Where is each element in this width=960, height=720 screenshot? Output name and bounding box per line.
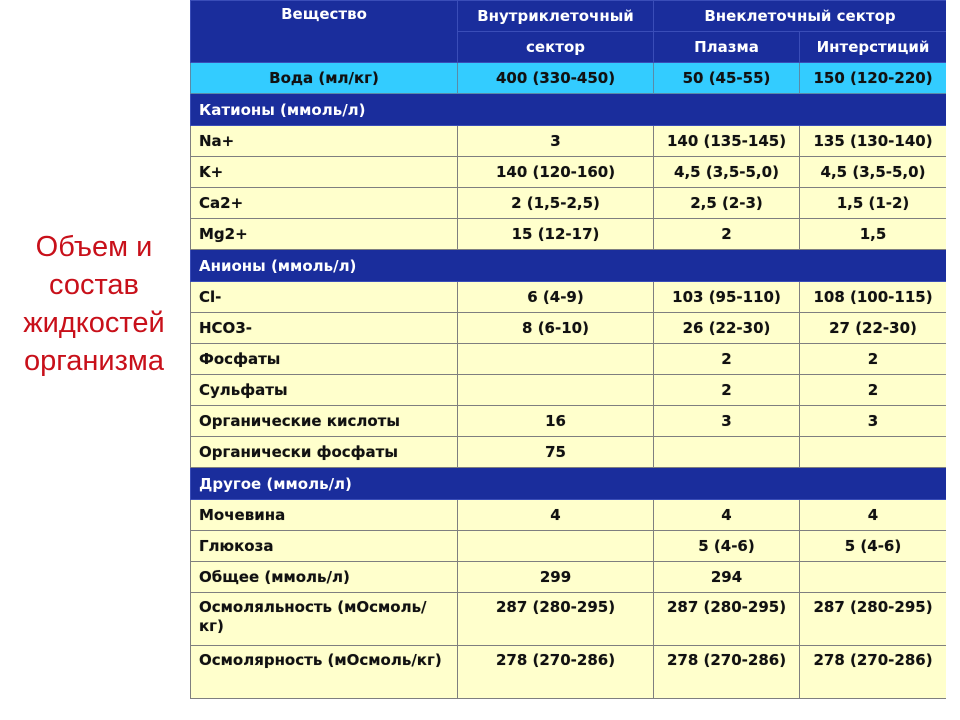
slide-caption [6, 228, 182, 380]
table-row [191, 531, 947, 562]
table-row [191, 313, 947, 344]
cell-intracellular: 75 [458, 437, 654, 468]
table-row [191, 344, 947, 375]
cell-substance: Глюкоза [191, 531, 458, 562]
cell-plasma: 278 (270-286) [654, 646, 800, 699]
water-label: Вода (мл/кг) [191, 63, 458, 94]
cell-plasma: 294 [654, 562, 800, 593]
cell-plasma: 2 [654, 344, 800, 375]
cell-plasma [654, 437, 800, 468]
cell-plasma: 287 (280-295) [654, 593, 800, 646]
cell-intracellular: 6 (4-9) [458, 282, 654, 313]
table-row [191, 562, 947, 593]
cell-substance: Сульфаты [191, 375, 458, 406]
table-row [191, 406, 947, 437]
section-title: Другое (ммоль/л) [191, 468, 947, 500]
cell-intracellular: 287 (280-295) [458, 593, 654, 646]
cell-substance: Общее (ммоль/л) [191, 562, 458, 593]
cell-plasma: 3 [654, 406, 800, 437]
header-row [191, 1, 947, 32]
cell-interstitial: 278 (270-286) [800, 646, 947, 699]
section-header-row [191, 94, 947, 126]
cell-interstitial [800, 562, 947, 593]
cell-intracellular: 8 (6-10) [458, 313, 654, 344]
cell-interstitial: 2 [800, 344, 947, 375]
cell-plasma: 2,5 (2-3) [654, 188, 800, 219]
water-interstitial: 150 (120-220) [800, 63, 947, 94]
table-row [191, 188, 947, 219]
cell-substance: HCO3- [191, 313, 458, 344]
table-row [191, 219, 947, 250]
cell-plasma: 2 [654, 219, 800, 250]
header-plasma: Плазма [654, 32, 800, 63]
cell-substance: Na+ [191, 126, 458, 157]
cell-intracellular: 140 (120-160) [458, 157, 654, 188]
cell-substance: Ca2+ [191, 188, 458, 219]
cell-intracellular: 4 [458, 500, 654, 531]
cell-substance: Mg2+ [191, 219, 458, 250]
header-extracellular: Внеклеточный сектор [654, 1, 947, 32]
caption-line: состав [49, 269, 139, 301]
water-intracellular: 400 (330-450) [458, 63, 654, 94]
section-header-row [191, 468, 947, 500]
header-intracellular: Внутриклеточный [458, 1, 654, 32]
table-row [191, 437, 947, 468]
water-plasma: 50 (45-55) [654, 63, 800, 94]
cell-plasma: 5 (4-6) [654, 531, 800, 562]
cell-plasma: 4 [654, 500, 800, 531]
header-substance: Вещество [191, 1, 458, 63]
table-row [191, 282, 947, 313]
cell-interstitial: 5 (4-6) [800, 531, 947, 562]
cell-plasma: 26 (22-30) [654, 313, 800, 344]
cell-interstitial: 4,5 (3,5-5,0) [800, 157, 947, 188]
section-header-row [191, 250, 947, 282]
fluid-composition-table [190, 0, 946, 699]
cell-interstitial: 135 (130-140) [800, 126, 947, 157]
table-row [191, 157, 947, 188]
table-row [191, 126, 947, 157]
cell-substance: Фосфаты [191, 344, 458, 375]
caption-line: Объем и [35, 231, 153, 263]
cell-intracellular: 16 [458, 406, 654, 437]
caption-line: жидкостей [23, 307, 165, 339]
cell-substance: Мочевина [191, 500, 458, 531]
cell-substance: Cl- [191, 282, 458, 313]
cell-interstitial: 1,5 [800, 219, 947, 250]
table-row [191, 646, 947, 699]
cell-plasma: 140 (135-145) [654, 126, 800, 157]
caption-line: организма [24, 345, 164, 377]
cell-intracellular: 2 (1,5-2,5) [458, 188, 654, 219]
cell-substance: Осмолярность (мОсмоль/кг) [191, 646, 458, 699]
section-title: Катионы (ммоль/л) [191, 94, 947, 126]
cell-interstitial: 1,5 (1-2) [800, 188, 947, 219]
cell-interstitial: 287 (280-295) [800, 593, 947, 646]
cell-substance: Органически фосфаты [191, 437, 458, 468]
header-intracellular-sector: сектор [458, 32, 654, 63]
cell-interstitial [800, 437, 947, 468]
cell-plasma: 2 [654, 375, 800, 406]
cell-intracellular: 3 [458, 126, 654, 157]
header-interstitial: Интерстиций [800, 32, 947, 63]
table-row [191, 375, 947, 406]
table-body [191, 63, 947, 699]
cell-plasma: 103 (95-110) [654, 282, 800, 313]
cell-intracellular [458, 344, 654, 375]
cell-substance: Осмоляльность (мОсмоль/кг) [191, 593, 458, 646]
section-title: Анионы (ммоль/л) [191, 250, 947, 282]
cell-plasma: 4,5 (3,5-5,0) [654, 157, 800, 188]
cell-interstitial: 2 [800, 375, 947, 406]
fluid-composition-table-container [190, 0, 946, 720]
cell-substance: Органические кислоты [191, 406, 458, 437]
cell-substance: K+ [191, 157, 458, 188]
cell-interstitial: 4 [800, 500, 947, 531]
water-row [191, 63, 947, 94]
cell-interstitial: 3 [800, 406, 947, 437]
cell-intracellular: 299 [458, 562, 654, 593]
cell-intracellular [458, 531, 654, 562]
table-row [191, 500, 947, 531]
cell-interstitial: 108 (100-115) [800, 282, 947, 313]
cell-interstitial: 27 (22-30) [800, 313, 947, 344]
cell-intracellular: 278 (270-286) [458, 646, 654, 699]
cell-intracellular [458, 375, 654, 406]
table-row [191, 593, 947, 646]
cell-intracellular: 15 (12-17) [458, 219, 654, 250]
